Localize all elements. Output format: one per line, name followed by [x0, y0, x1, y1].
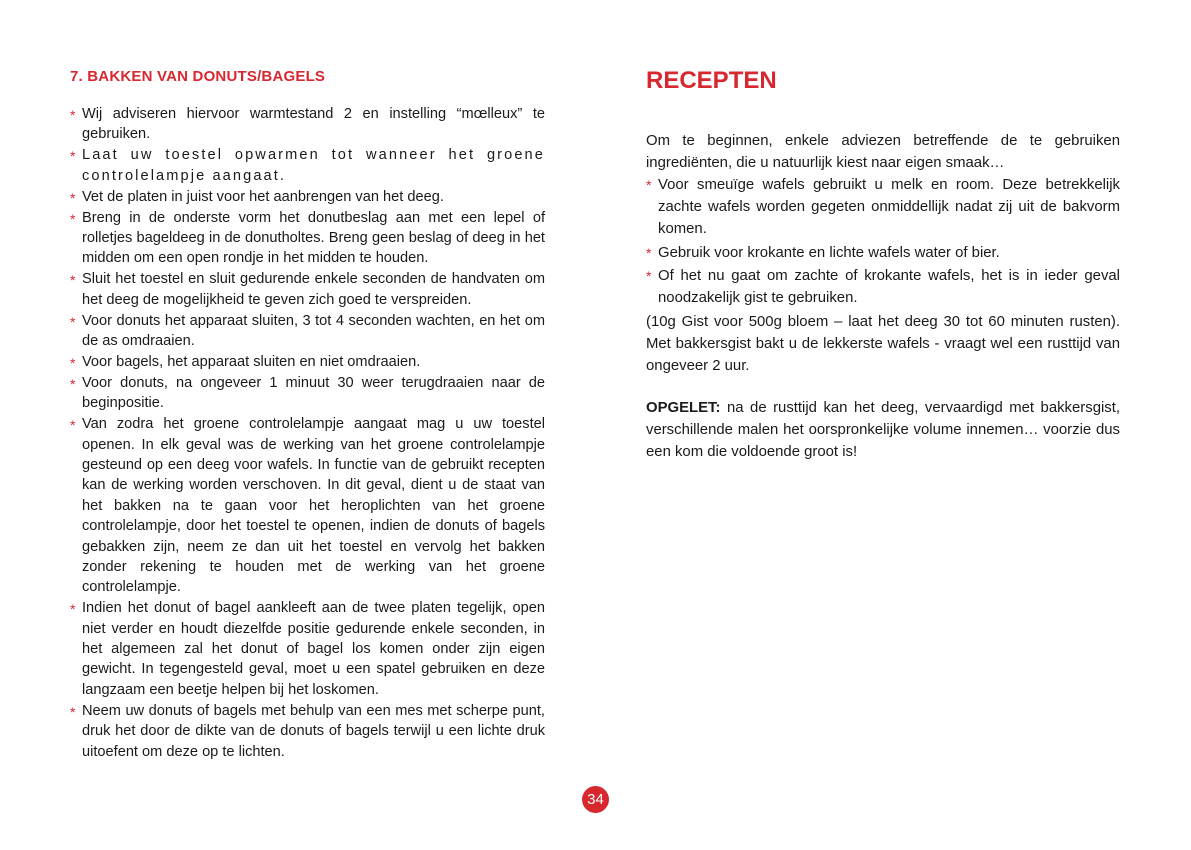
list-item	[646, 174, 1120, 240]
recipes-intro: Om te beginnen, enkele adviezen betreffende de te gebruiken ingrediënten, die u natuurlijk kiest naar eigen smaak…	[646, 133, 1120, 171]
asterisk-bullet-icon: *	[646, 268, 652, 284]
page-number-badge: 34	[582, 786, 609, 813]
list-item-text: Voor smeuïge wafels gebruikt u melk en room. Deze betrekkelijk zachte wafels worden gegeten onmiddellijk nadat zij uit de bakvorm komen.	[658, 177, 1120, 237]
asterisk-bullet-icon: *	[70, 417, 76, 434]
recipes-title: RECEPTEN	[646, 67, 777, 94]
list-item-text: Gebruik voor krokante en lichte wafels water of bier.	[658, 244, 1000, 261]
asterisk-bullet-icon: *	[646, 244, 652, 261]
list-item	[70, 208, 545, 269]
list-item	[70, 701, 545, 762]
asterisk-bullet-icon: *	[70, 601, 76, 618]
list-item	[70, 414, 545, 598]
list-item-text: Vet de platen in juist voor het aanbrengen van het deeg.	[82, 188, 444, 205]
list-item	[646, 265, 1120, 309]
list-item	[70, 104, 545, 145]
donuts-instructions-list	[70, 104, 545, 762]
list-item	[70, 145, 545, 186]
left-column	[70, 66, 545, 763]
list-item-text: Neem uw donuts of bagels met behulp van een mes met scherpe punt, druk het door de dikte van de donuts of bagels terwijl u een lichte druk uitoefent om deze op te lichten.	[82, 702, 545, 760]
asterisk-bullet-icon: *	[70, 148, 78, 165]
asterisk-bullet-icon: *	[70, 703, 76, 720]
list-item	[70, 598, 545, 700]
list-item-text: Voor bagels, het apparaat sluiten en niet omdraaien.	[82, 353, 421, 370]
list-item-text: Of het nu gaat om zachte of krokante wafels, het is in ieder geval noodzakelijk gist te gebruiken.	[658, 268, 1120, 306]
list-item-text: Wij adviseren hiervoor warmtestand 2 en instelling “mœlleux” te gebruiken.	[82, 106, 545, 143]
asterisk-bullet-icon: *	[70, 375, 76, 392]
warning-text: na de rusttijd kan het deeg, vervaardigd met bakkersgist, verschillende malen het oorspronkelijke volume innemen… voorzie dus een kom die voldoende groot is!	[646, 399, 1120, 460]
warning-label: OPGELET:	[646, 399, 721, 416]
asterisk-bullet-icon: *	[646, 177, 652, 193]
list-item-text: Voor donuts, na ongeveer 1 minuut 30 weer terugdraaien naar de beginpositie.	[82, 374, 545, 412]
list-item-text: Laat uw toestel opwarmen tot wanneer het groene controlelampje aangaat.	[82, 147, 545, 184]
asterisk-bullet-icon: *	[70, 210, 76, 227]
asterisk-bullet-icon: *	[70, 107, 76, 123]
list-item-text: Indien het donut of bagel aankleeft aan de twee platen tegelijk, open niet verder en houdt diezelfde positie gedurende enkele seconden, in het algemeen zal het donut of bagel los komen onder zijn eigen gewicht. In tegengesteld geval, moet u een spatel gebruiken en deze langzaam een beetje helpen bij het loskomen.	[82, 600, 545, 698]
asterisk-bullet-icon: *	[70, 354, 76, 371]
asterisk-bullet-icon: *	[70, 189, 76, 206]
list-item	[70, 311, 545, 352]
list-item	[70, 269, 545, 310]
yeast-note: (10g Gist voor 500g bloem – laat het deeg 30 tot 60 minuten rusten). Met bakkersgist bakt u de lekkerste wafels - vraagt wel een rusttijd van ongeveer 2 uur.	[646, 313, 1120, 374]
list-item	[646, 242, 1120, 264]
asterisk-bullet-icon: *	[70, 313, 76, 330]
asterisk-bullet-icon: *	[70, 272, 76, 289]
ingredient-tips-list	[646, 174, 1120, 309]
section-title-donuts-bagels: 7. BAKKEN VAN DONUTS/BAGELS	[70, 68, 326, 85]
list-item-text: Sluit het toestel en sluit gedurende enkele seconden de handvaten om het deeg de mogelijkheid te geven zich goed te verspreiden.	[82, 271, 545, 308]
warning-paragraph	[646, 397, 1120, 463]
list-item-text: Van zodra het groene controlelampje aangaat mag u uw toestel openen. In elk geval was de werking van het groene controlelampje gesteund op een deeg voor wafels. In functie van de gebruikt recepten kan de werking worden verschoven. In dit geval, dient u de staat van het bakken na te gaan voor het heroplichten van het groene controlelampje, door het toestel te openen, indien de donuts of bagels gebakken zijn, neem ze dan uit het toestel en vervolg het bakken zonder rekening te houden met de werking van het groene controlelampje.	[82, 416, 545, 596]
list-item	[70, 187, 545, 207]
list-item	[70, 352, 545, 372]
right-column	[646, 66, 1120, 463]
list-item-text: Voor donuts het apparaat sluiten, 3 tot 4 seconden wachten, en het om de as omdraaien.	[82, 312, 545, 349]
list-item	[70, 373, 545, 414]
list-item-text: Breng in de onderste vorm het donutbeslag aan met een lepel of rolletjes bageldeeg in de donutholtes. Breng geen beslag of deeg in het midden om een open rondje in het midden te houden.	[82, 209, 545, 267]
